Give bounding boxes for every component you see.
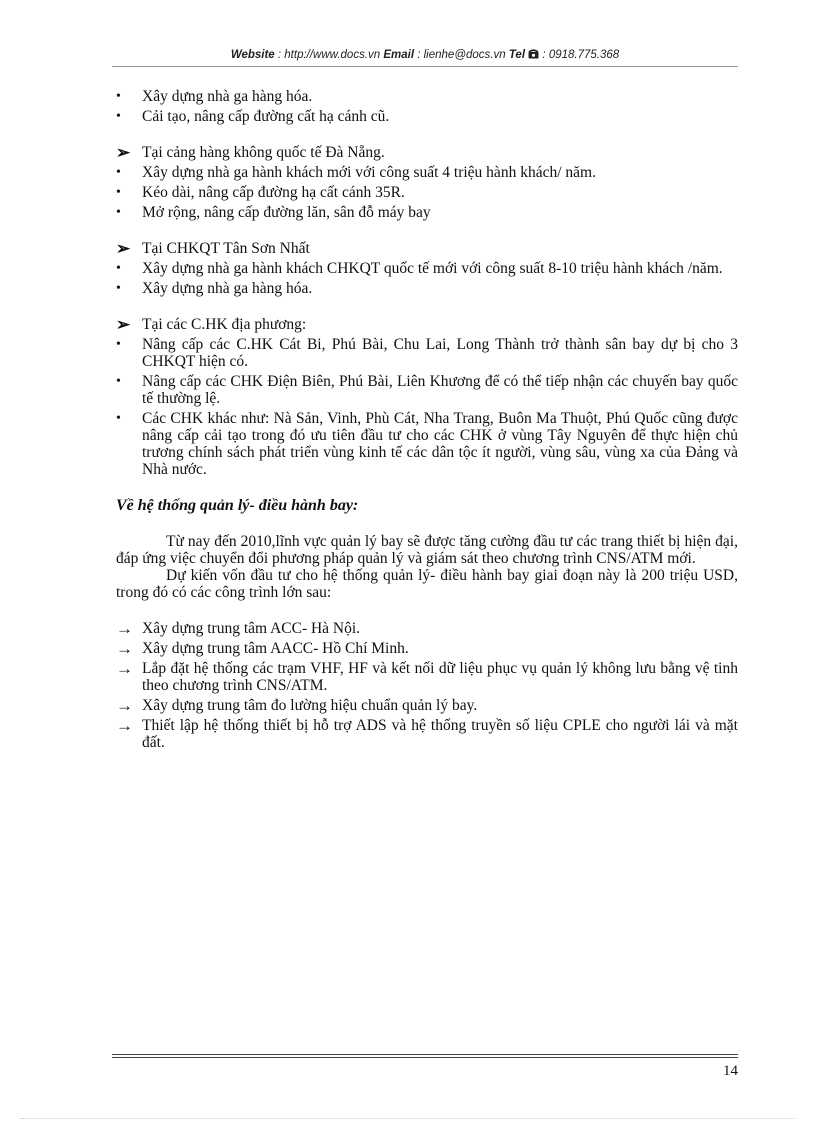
list-item [116,88,738,105]
bullet-marker: • [116,337,121,352]
list-item-text: Xây dựng nhà ga hành khách CHKQT quốc tế mới với công suất 8-10 triệu hành khách /năm. [142,260,723,277]
arrow-list-item-text: Thiết lập hệ thống thiết bị hỗ trợ ADS và hệ thống truyền số liệu CPLE cho người lái và mặt đất. [142,717,738,751]
list-item [116,184,738,201]
arrowhead-marker: ➢ [116,239,131,258]
arrow-list-item-text: Lắp đặt hệ thống các trạm VHF, HF và kết nối dữ liệu phục vụ quản lý không lưu bằng vệ tinh theo chương trình CNS/ATM. [142,660,738,694]
list-item [116,204,738,221]
arrow-list-item [116,640,738,657]
arrow-marker: → [116,696,133,715]
list-item-text: Xây dựng nhà ga hàng hóa. [142,280,313,297]
list-item-text: Nâng cấp các C.HK Cát Bi, Phú Bài, Chu Lai, Long Thành trở thành sân bay dự bị cho 3 CHKQT hiện có. [142,336,738,370]
section-heading: Về hệ thống quản lý- điều hành bay: [116,497,359,514]
list-item-text: Cải tạo, nâng cấp đường cất hạ cánh cũ. [142,108,390,125]
arrow-marker: → [116,716,133,735]
list-item [116,164,738,181]
list-item [116,373,738,407]
bullet-marker: • [116,89,121,104]
bullet-marker: • [116,261,121,276]
list-item-text: Xây dựng nhà ga hàng hóa. [142,88,313,105]
location-heading-text: Tại CHKQT Tân Sơn Nhất [142,240,310,257]
arrow-list-item-text: Xây dựng trung tâm AACC- Hồ Chí Minh. [142,640,409,657]
tel-label: Tel [508,49,526,61]
website-value: : http://www.docs.vn [274,49,384,61]
bullet-marker: • [116,411,121,426]
list-item [116,280,738,297]
arrow-marker: → [116,639,133,658]
arrowhead-marker: ➢ [116,315,131,334]
location-heading [116,144,738,161]
list-item-text: Nâng cấp các CHK Điện Biên, Phú Bài, Liên Khương để có thể tiếp nhận các chuyến bay quốc tế thường lệ. [142,373,738,407]
list-item [116,108,738,125]
arrow-list-item [116,717,738,751]
list-item-text: Mở rộng, nâng cấp đường lăn, sân đỗ máy bay [142,204,431,221]
page-content [116,88,738,751]
location-heading-text: Tại các C.HK địa phương: [142,316,307,333]
list-item [116,336,738,370]
list-item [116,410,738,478]
tel-value: : 0918.775.368 [539,49,620,61]
page-edge-divider [20,1118,796,1119]
bullet-marker: • [116,165,121,180]
location-heading [116,316,738,333]
page-header [112,49,738,61]
paragraph: Từ nay đến 2010,lĩnh vực quản lý bay sẽ được tăng cường đầu tư các trang thiết bị hiện đại, đáp ứng việc chuyển đổi phương pháp quản lý và giám sát theo chương trình CNS/ATM mới. [116,533,738,567]
bullet-marker: • [116,205,121,220]
paragraph: Dự kiến vốn đầu tư cho hệ thống quản lý- điều hành bay giai đoạn này là 200 triệu USD, trong đó có các công trình lớn sau: [116,567,738,601]
website-label: Website [230,49,275,61]
arrow-list-item [116,620,738,637]
footer-rule [112,1057,738,1058]
list-item-text: Xây dựng nhà ga hành khách mới với công suất 4 triệu hành khách/ năm. [142,164,596,181]
arrowhead-marker: ➢ [116,143,131,162]
location-heading [116,240,738,257]
page-number: 14 [723,1063,738,1079]
arrow-list-item-text: Xây dựng trung tâm ACC- Hà Nội. [142,620,361,637]
email-label: Email [383,49,415,61]
list-item-text: Các CHK khác như: Nà Sản, Vinh, Phù Cát, Nha Trang, Buôn Ma Thuột, Phú Quốc cũng được nâng cấp cải tạo trong đó ưu tiên đầu tư cho các CHK ở vùng Tây Nguyên để thực hiện chủ trương chính sách phát triển vùng kinh tế các dân tộc ít người, vùng sâu, vùng xa của Đảng và Nhà nước. [142,410,738,478]
bullet-marker: • [116,185,121,200]
list-item-text: Kéo dài, nâng cấp đường hạ cất cánh 35R. [142,184,405,201]
footer-rule [112,1054,738,1055]
bullet-marker: • [116,374,121,389]
arrow-marker: → [116,619,133,638]
arrow-marker: → [116,659,133,678]
arrow-list-item [116,697,738,714]
location-heading-text: Tại cảng hàng không quốc tế Đà Nẵng. [142,144,385,161]
bullet-marker: • [116,281,121,296]
arrow-list-item-text: Xây dựng trung tâm đo lường hiệu chuẩn quản lý bay. [142,697,478,714]
email-value: : lienhe@docs.vn [414,49,509,61]
list-item [116,260,738,277]
phone-icon [528,49,539,59]
arrow-list-item [116,660,738,694]
header-rule [112,66,738,67]
bullet-marker: • [116,109,121,124]
